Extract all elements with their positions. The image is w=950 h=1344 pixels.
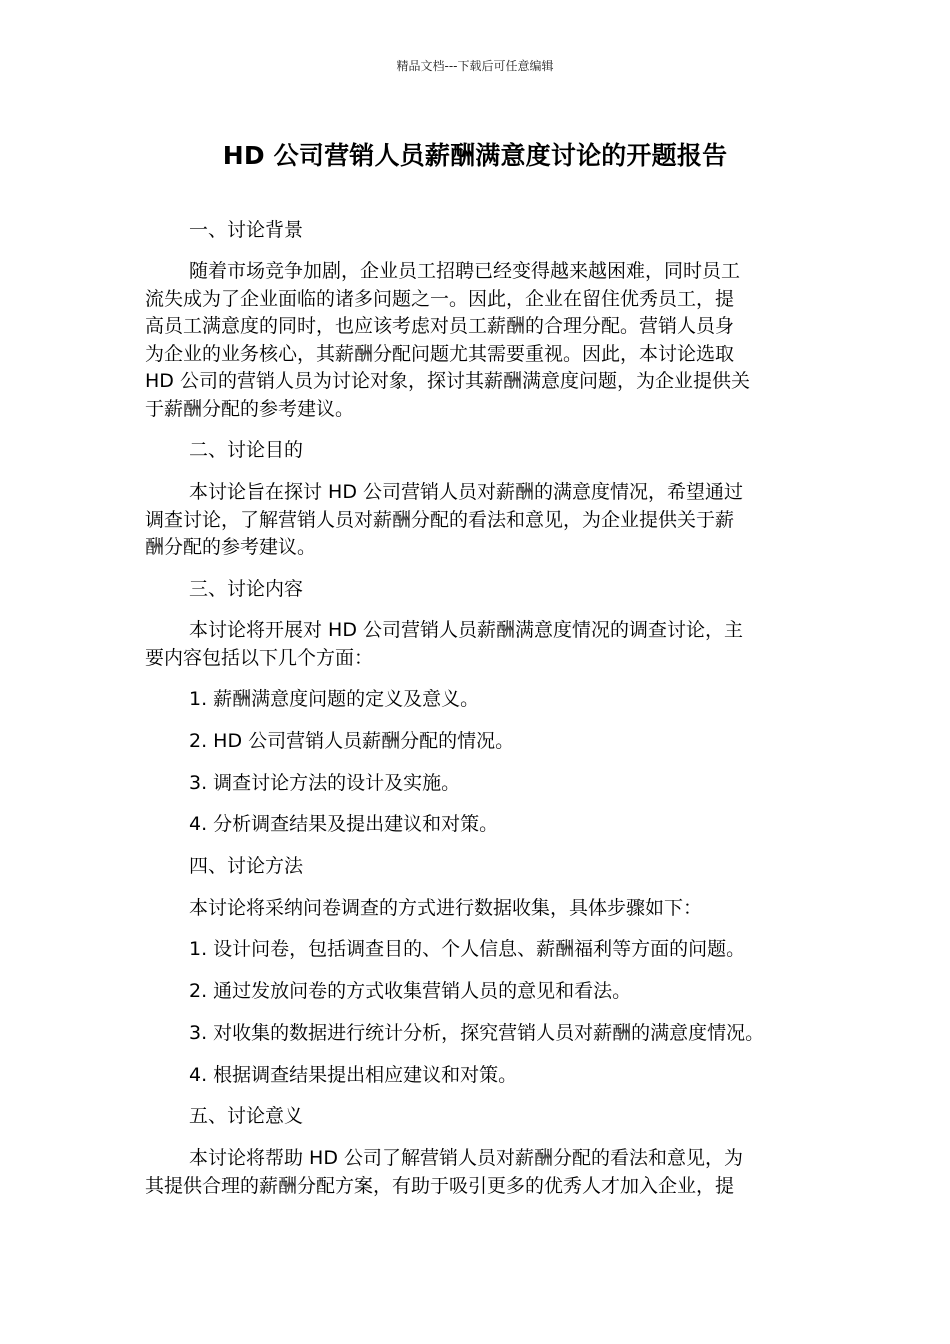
list-item: 2. 通过发放问卷的方式收集营销人员的意见和看法。 <box>189 980 632 1002</box>
page-header: 精品文档---下载后可任意编辑 <box>396 59 554 73</box>
section-heading-method: 四、讨论方法 <box>189 855 304 877</box>
section-intro-method: 本讨论将采纳问卷调查的方式进行数据收集，具体步骤如下： <box>189 897 703 919</box>
list-item: 4. 根据调查结果提出相应建议和对策。 <box>189 1064 518 1086</box>
paragraph-line: 其提供合理的薪酬分配方案，有助于吸引更多的优秀人才加入企业，提 <box>145 1174 735 1197</box>
paragraph-line: 调查讨论，了解营销人员对薪酬分配的看法和意见，为企业提供关于薪 <box>145 508 735 531</box>
paragraph-line: 于薪酬分配的参考建议。 <box>145 397 355 420</box>
list-item: 3. 对收集的数据进行统计分析，探究营销人员对薪酬的满意度情况。 <box>189 1022 765 1044</box>
list-item: 2. HD 公司营销人员薪酬分配的情况。 <box>189 730 515 752</box>
section-heading-purpose: 二、讨论目的 <box>189 439 304 461</box>
section-paragraph-background <box>145 258 810 423</box>
list-item: 4. 分析调查结果及提出建议和对策。 <box>189 813 499 835</box>
section-heading-content: 三、讨论内容 <box>189 578 304 600</box>
paragraph-line: 本讨论将开展对 HD 公司营销人员薪酬满意度情况的调查讨论，主 <box>189 619 743 641</box>
paragraph-line: 随着市场竞争加剧，企业员工招聘已经变得越来越困难，同时员工 <box>189 260 741 282</box>
section-heading-significance: 五、讨论意义 <box>189 1105 304 1127</box>
list-item: 3. 调查讨论方法的设计及实施。 <box>189 772 461 794</box>
paragraph-line: 高员工满意度的同时，也应该考虑对员工薪酬的合理分配。营销人员身 <box>145 315 735 337</box>
list-item: 1. 设计问卷，包括调查目的、个人信息、薪酬福利等方面的问题。 <box>189 938 746 960</box>
paragraph-line: 酬分配的参考建议。 <box>145 536 317 558</box>
paragraph-line: 本讨论旨在探讨 HD 公司营销人员对薪酬的满意度情况，希望通过 <box>189 481 743 503</box>
list-item: 1. 薪酬满意度问题的定义及意义。 <box>189 688 480 710</box>
paragraph-line: 流失成为了企业面临的诸多问题之一。因此，企业在留住优秀员工，提 <box>145 287 735 310</box>
paragraph-line: HD 公司的营销人员为讨论对象，探讨其薪酬满意度问题，为企业提供关 <box>145 370 750 392</box>
section-paragraph-content <box>145 617 810 672</box>
document-title: HD 公司营销人员薪酬满意度讨论的开题报告 <box>222 141 728 170</box>
section-paragraph-purpose <box>145 479 810 562</box>
paragraph-line: 本讨论将帮助 HD 公司了解营销人员对薪酬分配的看法和意见，为 <box>189 1147 743 1169</box>
paragraph-line: 为企业的业务核心，其薪酬分配问题尤其需要重视。因此，本讨论选取 <box>145 342 735 365</box>
paragraph-line: 要内容包括以下几个方面： <box>145 646 374 669</box>
section-paragraph-significance <box>145 1145 810 1200</box>
section-heading-background: 一、讨论背景 <box>189 219 304 241</box>
